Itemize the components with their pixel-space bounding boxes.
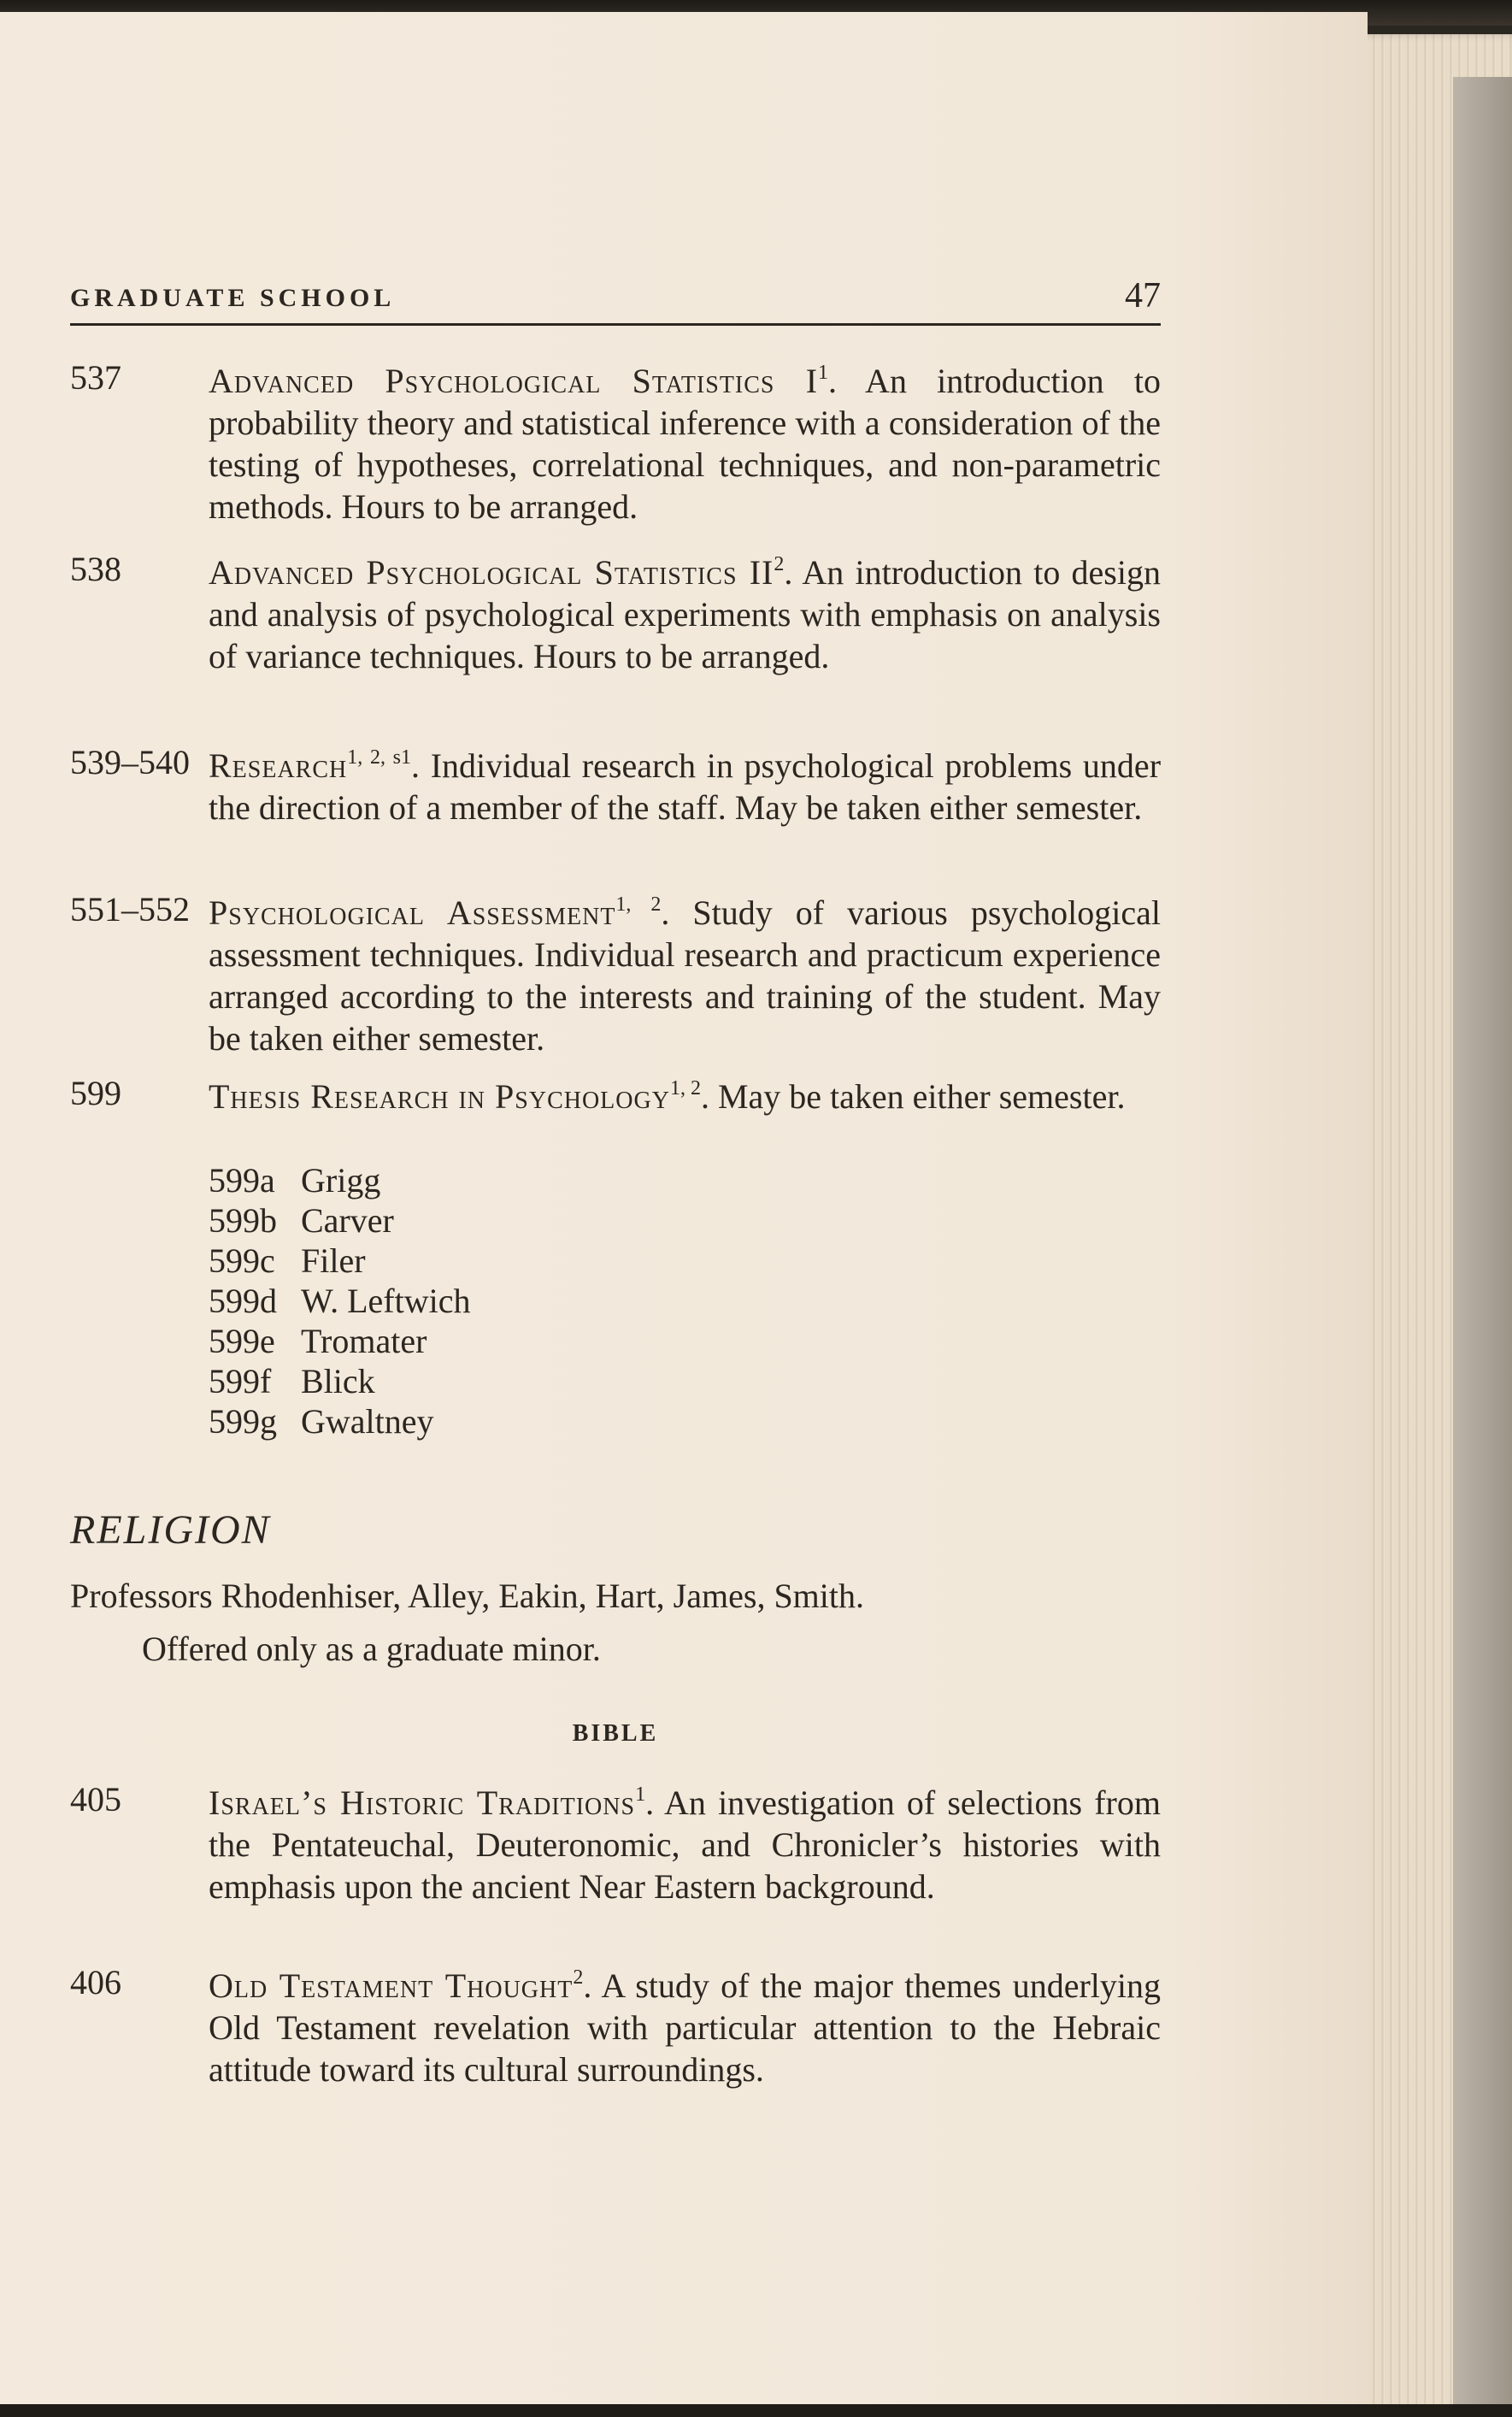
book-fore-edge — [1453, 77, 1512, 2417]
semester-marker: 1, 2, s1 — [347, 746, 411, 769]
course-text: . A study of the major themes underlying Old Testament revelation with particular attention to the Hebraic attitude toward its cultural surroundings. — [209, 1966, 1161, 2089]
section-code: 599c — [209, 1241, 275, 1280]
list-item — [209, 1321, 470, 1361]
course-text: . Individual research in psychological problems under the direction of a member of the staff. May be taken either semester. — [209, 746, 1162, 827]
course-title: Research — [209, 746, 348, 785]
section-instructor: Tromater — [301, 1322, 427, 1360]
course-number: 551–552 — [70, 890, 190, 928]
semester-marker: 1, 2 — [669, 1077, 701, 1099]
course-description — [209, 1774, 1161, 1907]
course-number: 537 — [70, 358, 121, 397]
course-text: . May be taken either semester. — [700, 1077, 1126, 1116]
course-number: 538 — [70, 550, 121, 588]
section-code: 599f — [209, 1362, 272, 1400]
section-title: RELIGION — [70, 1507, 271, 1553]
section-instructor: W. Leftwich — [301, 1282, 471, 1320]
list-item — [209, 1401, 470, 1441]
course-text: . An introduction to probability theory and statistical inference with a consideration of the testing of hypotheses, correlational techniques, and non-parametric methods. Hours to be arranged. — [209, 362, 1161, 526]
section-code: 599e — [209, 1322, 275, 1360]
course-number: 406 — [70, 1963, 121, 2001]
course-number: 599 — [70, 1074, 121, 1112]
course-title: Thesis Research in Psychology — [209, 1077, 670, 1116]
course-text: . Study of various psychological assessment techniques. Individual research and practicum experience arranged according to the interests and training of the student. May be taken either semester. — [209, 893, 1162, 1058]
list-item — [209, 1281, 470, 1321]
semester-marker: 2 — [774, 553, 785, 575]
semester-marker: 1, 2 — [615, 893, 662, 916]
course-title: Old Testament Thought — [209, 1966, 574, 2005]
section-code: 599a — [209, 1161, 275, 1200]
section-instructor: Blick — [301, 1362, 375, 1400]
course-description — [209, 1068, 1161, 1117]
section-instructor: Carver — [301, 1201, 394, 1240]
course-description — [209, 352, 1161, 528]
course-number: 539–540 — [70, 743, 190, 781]
course-description — [209, 884, 1161, 1059]
course-title: Israel’s Historic Traditions — [209, 1783, 636, 1822]
section-code: 599b — [209, 1201, 277, 1240]
section-instructor: Grigg — [301, 1161, 381, 1200]
section-note: Offered only as a graduate minor. — [142, 1630, 601, 1668]
page-header — [70, 275, 1161, 326]
section-instructor: Gwaltney — [301, 1402, 434, 1441]
thesis-section-list — [209, 1160, 470, 1441]
list-item — [209, 1241, 470, 1281]
semester-marker: 2 — [573, 1966, 584, 1989]
page-number: 47 — [1125, 276, 1161, 315]
course-description — [209, 1957, 1161, 2090]
scan-bottom-edge — [0, 2404, 1512, 2417]
course-text: . An introduction to design and analysis of psychological experiments with emphasis on analysis of variance techniques. Hours to be arranged. — [209, 553, 1161, 675]
running-head: GRADUATE SCHOOL — [70, 284, 396, 312]
semester-marker: 1 — [818, 362, 829, 384]
course-number: 405 — [70, 1780, 121, 1819]
section-code: 599d — [209, 1282, 277, 1320]
section-code: 599g — [209, 1402, 277, 1441]
semester-marker: 1 — [635, 1783, 646, 1806]
course-description — [209, 737, 1161, 828]
list-item — [209, 1200, 470, 1241]
course-description — [209, 544, 1161, 677]
list-item — [209, 1160, 470, 1200]
course-title: Advanced Psychological Statistics I — [209, 362, 819, 400]
subsection-heading: BIBLE — [572, 1720, 659, 1747]
course-text: . An investigation of selections from the Pentateuchal, Deuteronomic, and Chronicler’s histories with emphasis upon the ancient Near Eastern background. — [209, 1783, 1161, 1906]
course-title: Advanced Psychological Statistics II — [209, 553, 774, 592]
list-item — [209, 1361, 470, 1401]
section-instructor: Filer — [301, 1241, 366, 1280]
faculty-list: Professors Rhodenhiser, Alley, Eakin, Hart, James, Smith. — [70, 1577, 865, 1615]
course-title: Psychological Assessment — [209, 893, 616, 932]
